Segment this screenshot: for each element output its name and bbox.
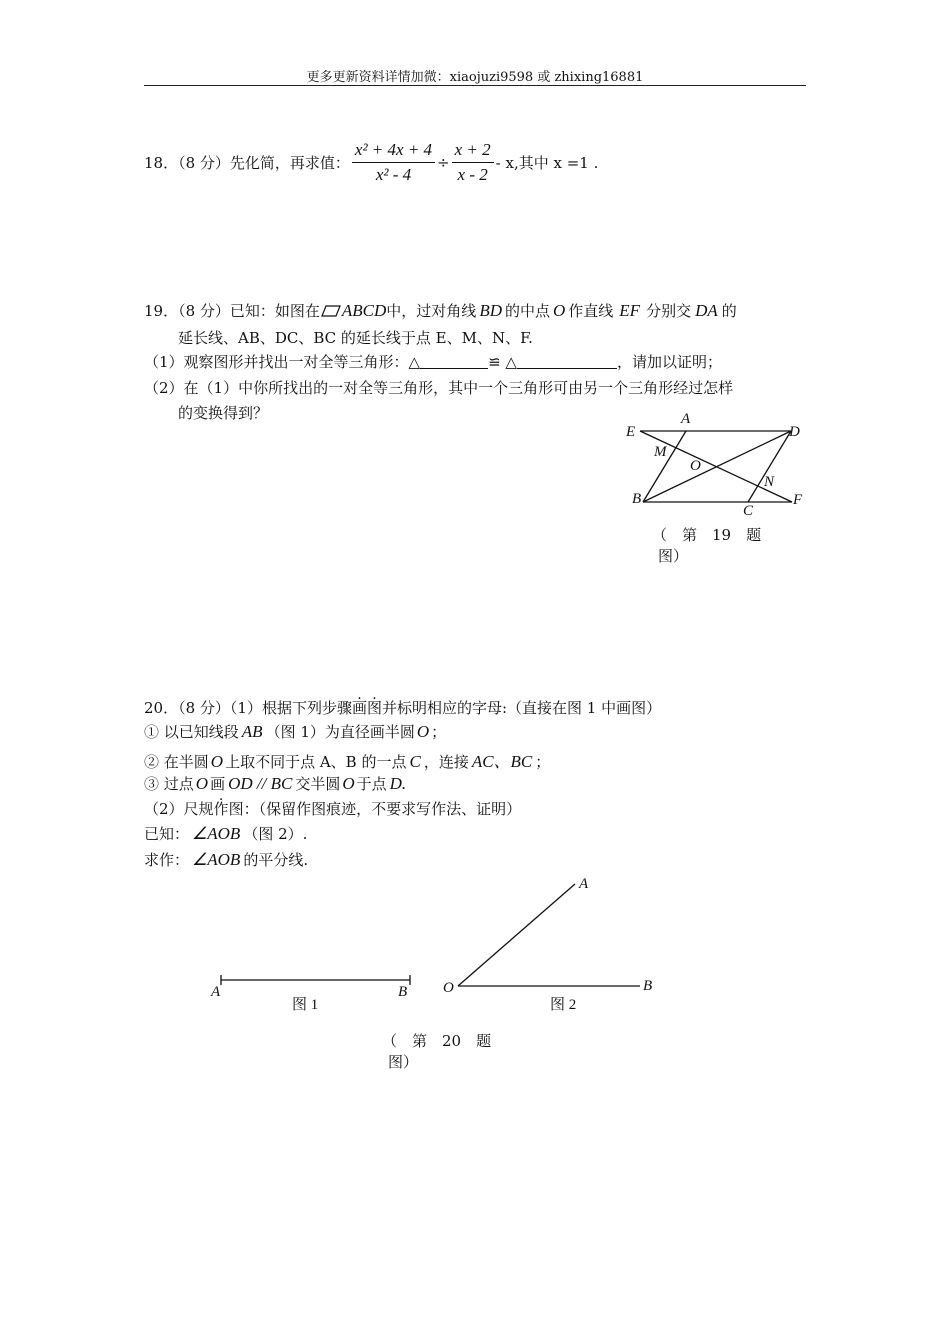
label-c: C — [743, 503, 754, 517]
page-header: 更多更新资料详情加微：xiaojuzi9598 或 zhixing16881 — [306, 70, 644, 85]
q18-frac1-numerator: x² + 4x + 4 — [352, 140, 435, 163]
question-18 — [144, 140, 598, 185]
q20-known-text: （图 2）. — [243, 825, 308, 843]
q19-text: 的中点 — [504, 302, 550, 320]
q20-part2-text: 图：（保留作图痕迹，不要求写作法、证明） — [228, 800, 522, 818]
answer-blank-1[interactable] — [420, 368, 488, 369]
q20-step-text: ③ 过点 — [144, 775, 194, 793]
q19-text: 分别交 — [646, 302, 692, 320]
q18-frac2-numerator: x + 2 — [452, 140, 494, 163]
q18-divide: ÷ — [437, 153, 450, 172]
figure-20 — [200, 870, 670, 1020]
q18-frac2-denominator: x - 2 — [457, 165, 488, 184]
q20-o: O — [210, 752, 224, 771]
ray-oa — [458, 884, 575, 986]
q19-part1-text: ，请加以证明； — [616, 353, 722, 371]
q20-step-text: 画 — [210, 775, 226, 793]
q19-text: 作直线 — [568, 302, 614, 320]
q18-lead: 18．（8 分）先化简，再求值： — [144, 154, 350, 172]
label-f: F — [793, 492, 803, 508]
q20-d: D. — [389, 774, 407, 793]
q20-step-2 — [144, 747, 550, 772]
figure-19-caption: （ 第 19 题 — [652, 526, 762, 544]
q19-text: 中，过对角线 — [386, 302, 477, 320]
q19-part1-congruent: ≌ △ — [488, 353, 517, 371]
q19-da: DA — [695, 301, 718, 320]
question-20-line-1 — [144, 697, 661, 718]
question-19-part-2-cont: 的变换得到？ — [178, 404, 269, 422]
answer-blank-2[interactable] — [517, 368, 617, 369]
fig1-label-b: B — [398, 984, 408, 1000]
q20-angle-aob: ∠AOB — [192, 850, 241, 869]
figure-19 — [618, 405, 818, 517]
q20-o: O — [195, 774, 209, 793]
q20-ask — [144, 849, 308, 870]
q20-step-3 — [144, 773, 409, 794]
label-m: M — [654, 444, 667, 460]
q20-step-text: ； — [431, 723, 447, 741]
fig2-label-o: O — [443, 980, 454, 996]
label-b: B — [632, 491, 642, 507]
q20-ab: AB — [241, 722, 263, 741]
q19-bd: BD — [479, 301, 502, 320]
q19-part1-text: （1）观察图形并找出一对全等三角形：△ — [144, 353, 421, 371]
fig2-label-a: A — [579, 876, 589, 892]
q20-od-parallel-bc: OD // BC — [228, 774, 293, 793]
q20-step-1 — [144, 721, 446, 742]
label-n: N — [764, 474, 775, 490]
fig2-caption: 图 2 — [550, 997, 577, 1013]
question-19-line-2: 延长线、AB、DC、BC 的延长线于点 E、M、N、F. — [178, 329, 533, 347]
q19-text: 19．（8 分）已知：如图在 — [144, 302, 320, 320]
q20-o: O — [342, 774, 355, 793]
q18-fraction-1 — [352, 140, 435, 185]
q20-step-text: 于点 — [356, 775, 387, 793]
label-a: A — [681, 411, 691, 427]
fig2-label-b: B — [643, 978, 653, 994]
question-19-line-1 — [144, 300, 737, 321]
q20-step-text: 上取不同于点 A、B 的一点 — [225, 753, 407, 771]
q20-text: 并标明相应的字母:（直接在图 1 中画图） — [381, 699, 662, 717]
q20-text: 20．（8 分）（1）根据下列步骤 — [144, 699, 352, 717]
q20-ask-text: 求作： — [144, 851, 190, 869]
q20-emphasis: 图 — [366, 699, 382, 717]
q18-fraction-2 — [452, 140, 494, 185]
question-19-part-2: （2）在（1）中你所找出的一对全等三角形，其中一个三角形可由另一个三角形经过怎样 — [144, 379, 734, 397]
label-o: O — [690, 458, 701, 474]
figure-20-caption-cont: 图） — [388, 1053, 419, 1071]
q20-angle-aob: ∠AOB — [192, 824, 241, 843]
q20-part2-text: （2）尺规 — [144, 800, 214, 818]
q20-step-text: 交半圆 — [295, 775, 341, 793]
q20-known — [144, 823, 307, 844]
q20-ask-text: 的平分线. — [243, 851, 309, 869]
label-e: E — [626, 424, 636, 440]
figure-20-caption: （ 第 20 题 — [382, 1032, 492, 1050]
q20-step-text: （图 1）为直径画半圆 — [265, 723, 415, 741]
q19-o: O — [553, 301, 566, 320]
fig1-caption: 图 1 — [292, 997, 319, 1013]
q18-tail: - x,其中 x =1 . — [495, 154, 599, 172]
q19-abcd: ABCD — [341, 301, 387, 320]
q20-c: C — [409, 752, 421, 771]
q20-known-text: 已知： — [144, 825, 190, 843]
q20-step-text: ； — [535, 753, 551, 771]
fig1-label-a: A — [211, 984, 221, 1000]
q20-ac-bc: AC、BC — [471, 752, 533, 771]
q18-frac1-denominator: x² - 4 — [375, 165, 412, 184]
q20-part-2 — [144, 798, 521, 819]
q20-emphasis: 画 — [351, 699, 367, 717]
q20-emphasis: 作 — [213, 800, 229, 818]
label-d: D — [789, 424, 800, 440]
header-rule — [144, 85, 806, 86]
q20-o: O — [416, 722, 430, 741]
parallelogram-icon — [321, 305, 341, 317]
question-19-part-1 — [144, 351, 722, 372]
q20-step-text: ② 在半圆 — [144, 753, 209, 771]
q20-step-text: ，连接 — [423, 753, 469, 771]
figure-19-caption-cont: 图） — [658, 547, 689, 565]
q19-ef: EF — [619, 301, 641, 320]
q20-step-text: ① 以已知线段 — [144, 723, 239, 741]
q19-text: 的 — [721, 302, 737, 320]
